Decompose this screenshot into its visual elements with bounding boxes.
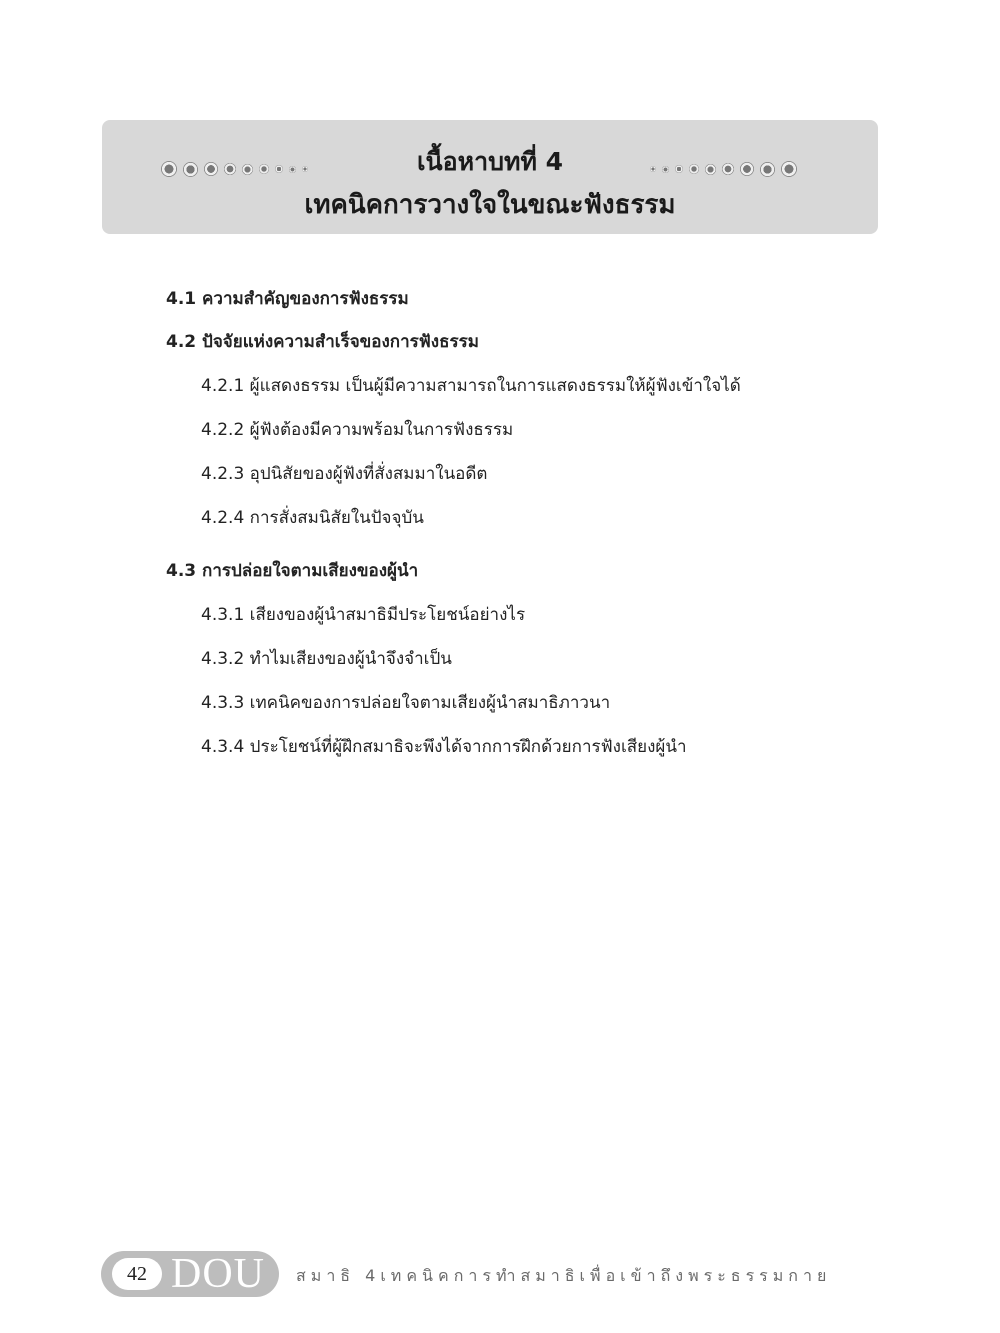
toc-section-4-3: 4.3 การปล่อยใจตามเสียงของผู้นำ <box>166 561 419 581</box>
bullseye-dot-icon <box>662 166 669 173</box>
bullseye-dot-icon <box>675 165 683 173</box>
page-number: 42 <box>112 1258 162 1290</box>
bullseye-dot-icon <box>760 162 775 177</box>
toc-item-4-2-2: 4.2.2 ผู้ฟังต้องมีความพร้อมในการฟังธรรม <box>201 420 514 440</box>
bullseye-dot-icon <box>740 162 754 176</box>
toc-item-4-2-1: 4.2.1 ผู้แสดงธรรม เป็นผู้มีความสามารถในการแสดงธรรมให้ผู้ฟังเข้าใจได้ <box>201 376 741 396</box>
footer-badge <box>101 1251 279 1297</box>
toc-item-4-2-3: 4.2.3 อุปนิสัยของผู้ฟังที่สั่งสมมาในอดีต <box>201 464 488 484</box>
toc-item-4-3-3: 4.3.3 เทคนิคของการปล่อยใจตามเสียงผู้นำสมาธิภาวนา <box>201 693 611 713</box>
bullseye-dot-icon <box>705 164 716 175</box>
toc-section-4-2: 4.2 ปัจจัยแห่งความสำเร็จของการฟังธรรม <box>166 332 479 352</box>
toc-item-4-2-4: 4.2.4 การสั่งสมนิสัยในปัจจุบัน <box>201 508 424 528</box>
bullseye-dot-icon <box>689 164 699 174</box>
footer-book-title: สมาธิ 4เทคนิคการทำสมาธิเพื่อเข้าถึงพระธรรมกาย <box>296 1266 832 1285</box>
toc-item-4-3-1: 4.3.1 เสียงของผู้นำสมาธิมีประโยชน์อย่างไร <box>201 605 526 625</box>
bullseye-dot-icon <box>722 163 734 175</box>
toc-item-4-3-4: 4.3.4 ประโยชน์ที่ผู้ฝึกสมาธิจะพึงได้จากการฝึกด้วยการฟังเสียงผู้นำ <box>201 737 687 757</box>
bullseye-dot-icon <box>650 166 656 172</box>
footer-brand-logo: DOU <box>171 1251 265 1297</box>
bullseye-dot-icon <box>781 161 797 177</box>
toc-item-4-3-2: 4.3.2 ทำไมเสียงของผู้นำจึงจำเป็น <box>201 649 452 669</box>
decorative-dots-right-icon <box>647 159 800 179</box>
toc-section-4-1: 4.1 ความสำคัญของการฟังธรรม <box>166 289 409 309</box>
chapter-header <box>102 120 878 234</box>
chapter-subtitle: เทคนิคการวางใจในขณะฟังธรรม <box>304 190 676 220</box>
chapter-title: เนื้อหาบทที่ 4 <box>416 147 564 176</box>
